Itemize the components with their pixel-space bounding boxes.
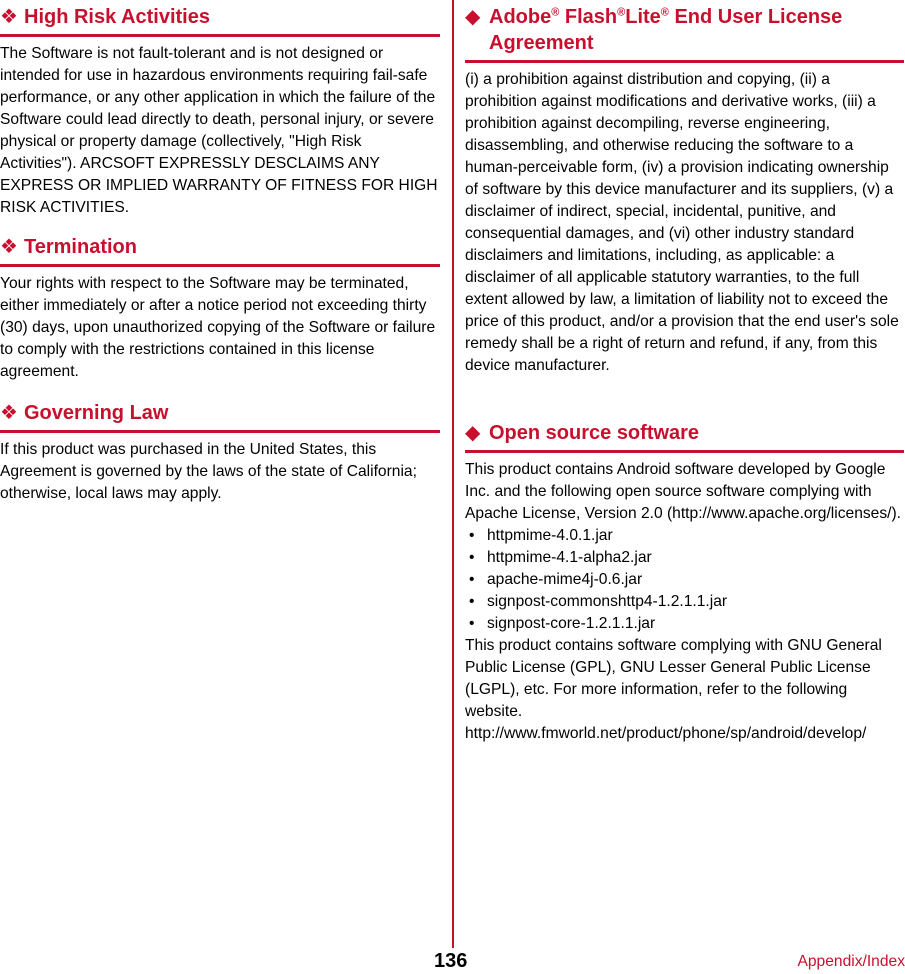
section-body: (i) a prohibition against distribution and copying, (ii) a prohibition against modifications and derivative works, (iii) a prohibition against decompiling, reverse engineering, disassembling, and otherwise reducing the software to a human-perceivable form, (iv) a provision indicating ownership of software by this device manufacturer and its suppliers, (v) a disclaimer of indirect, special, incidental, punitive, and consequential damages, and (vi) other industry standard disclaimers and limitations, including, as applicable: a disclaimer of all applicable statutory warranties, to the full extent allowed by law, a limitation of liability not to exceed the price of this product, and/or a provision that the end user's sole remedy shall be a right of return and refund, if any, from this device manufacturer. — [465, 71, 899, 374]
heading-underline — [0, 430, 440, 433]
section-heading — [465, 420, 904, 446]
section-title: High Risk Activities — [24, 6, 210, 28]
section-heading — [0, 4, 440, 30]
section-title: Open source software — [489, 422, 700, 444]
section-title: Adobe® Flash®Lite® End User License Agreement — [489, 6, 843, 54]
filled-diamond-icon: ◆ — [465, 422, 481, 444]
website-link[interactable]: http://www.fmworld.net/product/phone/sp/android/develop/ — [465, 725, 867, 742]
registered-mark: ® — [551, 6, 560, 19]
heading-underline — [465, 450, 904, 453]
section-body: The Software is not fault-tolerant and is not designed or intended for use in hazardous environments requiring fail-safe performance, or any other application in which the failure of the Software could lead directly to death, personal injury, or severe physical or property damage (collectively, "High Risk Activities"). ARCSOFT EXPRESSLY DESCLAIMS ANY EXPRESS OR IMPLIED WARRANTY OF FITNESS FOR HIGH RISK ACTIVITIES. — [0, 45, 438, 216]
section-body: Your rights with respect to the Software may be terminated, either immediately or after a notice period not exceeding thirty (30) days, upon unauthorized copying of the Software or failure to comply with the restrictions contained in this license agreement. — [0, 275, 436, 380]
section-intro: This product contains Android software developed by Google Inc. and the following open source software complying with Apache License, Version 2.0 (http://www.apache.org/licenses/). — [465, 461, 901, 522]
list-item: • httpmime-4.1-alpha2.jar — [465, 547, 904, 569]
section-termination — [0, 234, 440, 383]
registered-mark: ® — [660, 6, 669, 19]
footer-section-label: Appendix/Index — [797, 953, 905, 970]
section-adobe-flash-lite-eula — [465, 4, 904, 377]
list-item: • signpost-commonshttp4-1.2.1.1.jar — [465, 591, 904, 613]
heading-underline — [0, 264, 440, 267]
registered-mark: ® — [617, 6, 626, 19]
section-high-risk-activities — [0, 4, 440, 219]
diamond-ornament-icon: ❖ — [0, 6, 18, 28]
gpl-notice: This product contains software complying with GNU General Public License (GPL), GNU Lesser General Public License (LGPL), etc. For more information, refer to the following website. — [465, 637, 882, 720]
diamond-ornament-icon: ❖ — [0, 402, 18, 424]
section-title: Governing Law — [24, 402, 169, 424]
section-heading — [465, 4, 904, 56]
section-heading — [0, 400, 440, 426]
list-item: • signpost-core-1.2.1.1.jar — [465, 613, 904, 635]
diamond-ornament-icon: ❖ — [0, 236, 18, 258]
section-open-source-software — [465, 420, 904, 745]
heading-underline — [0, 34, 440, 37]
column-divider — [452, 0, 454, 948]
filled-diamond-icon: ◆ — [465, 6, 481, 28]
library-list — [465, 525, 904, 635]
section-body: If this product was purchased in the United States, this Agreement is governed by the laws of the state of California; otherwise, local laws may apply. — [0, 441, 417, 502]
list-item: • apache-mime4j-0.6.jar — [465, 569, 904, 591]
section-governing-law — [0, 400, 440, 505]
heading-underline — [465, 60, 904, 63]
section-heading — [0, 234, 440, 260]
section-title: Termination — [24, 236, 137, 258]
page-number: 136 — [434, 950, 468, 972]
list-item: • httpmime-4.0.1.jar — [465, 525, 904, 547]
